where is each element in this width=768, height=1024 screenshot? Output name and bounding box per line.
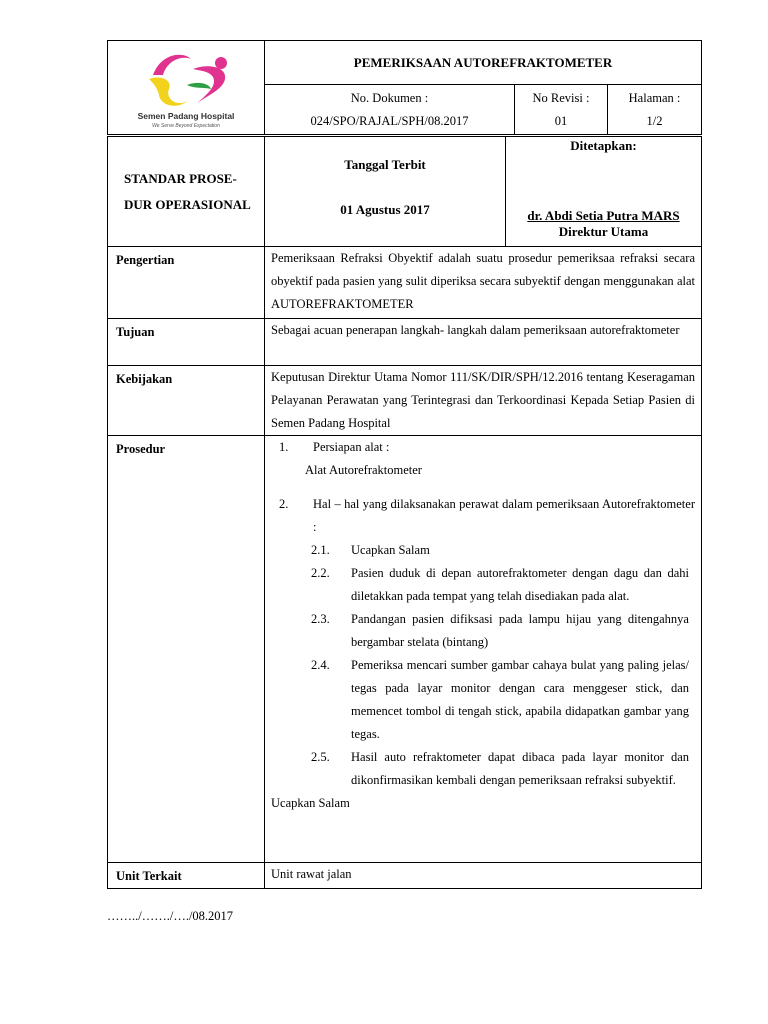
substep [271,608,695,654]
unit-label: Unit Terkait [108,863,265,889]
tujuan-label: Tujuan [108,319,265,366]
substep-text: Pasien duduk di depan autorefraktometer dengan dagu dan dahi diletakkan pada tempat yang telah disediakan pada alat. [351,566,689,603]
ditetapkan-label: Ditetapkan: [570,138,637,153]
logo-swoosh-top [153,54,191,74]
revisi-label: No Revisi : [532,90,590,105]
spo-label-line2: DUR OPERASIONAL [124,196,251,212]
tujuan-text: Sebagai acuan penerapan langkah- langkah dalam pemeriksaan autorefraktometer [265,319,702,366]
signer-name: dr. Abdi Setia Putra MARS [527,208,680,223]
prosedur-label: Prosedur [108,436,265,863]
logo-swoosh-yellow [149,77,187,105]
halaman-value: 1/2 [646,113,663,128]
logo-name: Semen Padang Hospital [137,110,235,121]
prosedur-content [265,436,702,863]
substep [271,539,695,562]
revisi-value: 01 [554,113,568,128]
substep-number: 2.1. [311,543,330,557]
logo-tagline: We Serve Beyond Expectation [152,122,220,129]
pengertian-label: Pengertian [108,247,265,319]
footer-date: ……../……./…./08.2017 [107,909,234,923]
tanggal-label: Tanggal Terbit [344,157,426,172]
step-1-number: 1. [279,440,289,454]
doc-no-value: 024/SPO/RAJAL/SPH/08.2017 [310,113,469,128]
doc-no-cell [265,85,515,135]
step-2 [271,493,695,539]
step-1 [271,436,695,459]
signer-title: Direktur Utama [558,224,649,239]
substep-text: Pemeriksa mencari sumber gambar cahaya bulat yang paling jelas/ tegas pada layar monitor dengan cara menggeser stick, dan memencet tombol di tengah stick, apabila didapatkan gambar yang tegas. [351,658,689,741]
hospital-logo [121,45,251,131]
kebijakan-text: Keputusan Direktur Utama Nomor 111/SK/DIR/SPH/12.2016 tentang Keseragaman Pelayanan Perawatan yang Terintegrasi dan Terkoordinasi Kepada Setiap Pasien di Semen Padang Hospital [265,366,702,436]
logo-dot [215,57,227,69]
substep-number: 2.2. [311,566,330,580]
unit-text: Unit rawat jalan [265,863,702,889]
substep-text: Ucapkan Salam [351,543,430,557]
sop-table [107,136,702,889]
spo-label-line1: STANDAR PROSE- [124,170,237,186]
halaman-label: Halaman : [628,90,681,105]
step-2-number: 2. [279,497,289,511]
closing-text: Ucapkan Salam [271,796,350,810]
substep-text: Pandangan pasien difiksasi pada lampu hijau yang ditengahnya bergambar stelata (bintang) [351,612,689,649]
substep [271,562,695,608]
substep-number: 2.3. [311,612,330,626]
substep-number: 2.5. [311,750,330,764]
logo-cell [108,41,265,135]
pengertian-text: Pemeriksaan Refraksi Obyektif adalah suatu prosedur pemeriksaa refraksi secara obyektif pada pasien yang sulit diperiksa secara subyektif dengan menggunakan alat AUTOREFRAKTOMETER [265,247,702,319]
header-table [107,40,702,135]
substep [271,654,695,746]
spo-label-cell [108,137,265,247]
tanggal-value: 01 Agustus 2017 [340,202,430,217]
ditetapkan-cell [506,137,702,247]
step-1-sub: Alat Autorefraktometer [305,463,422,477]
substep-number: 2.4. [311,658,330,672]
step-1-text: Persiapan alat : [313,440,390,454]
halaman-cell [608,85,702,135]
logo-leaf [187,82,211,88]
substep-text: Hasil auto refraktometer dapat dibaca pada layar monitor dan dikonfirmasikan kembali dengan pemeriksaan refraksi subyektif. [351,750,689,787]
substep [271,746,695,792]
step-2-text: Hal – hal yang dilaksanakan perawat dalam pemeriksaan Autorefraktometer : [313,497,695,534]
tanggal-cell [265,137,506,247]
kebijakan-label: Kebijakan [108,366,265,436]
revisi-cell [515,85,608,135]
doc-no-label: No. Dokumen : [350,90,429,105]
document-title: PEMERIKSAAN AUTOREFRAKTOMETER [265,41,702,85]
